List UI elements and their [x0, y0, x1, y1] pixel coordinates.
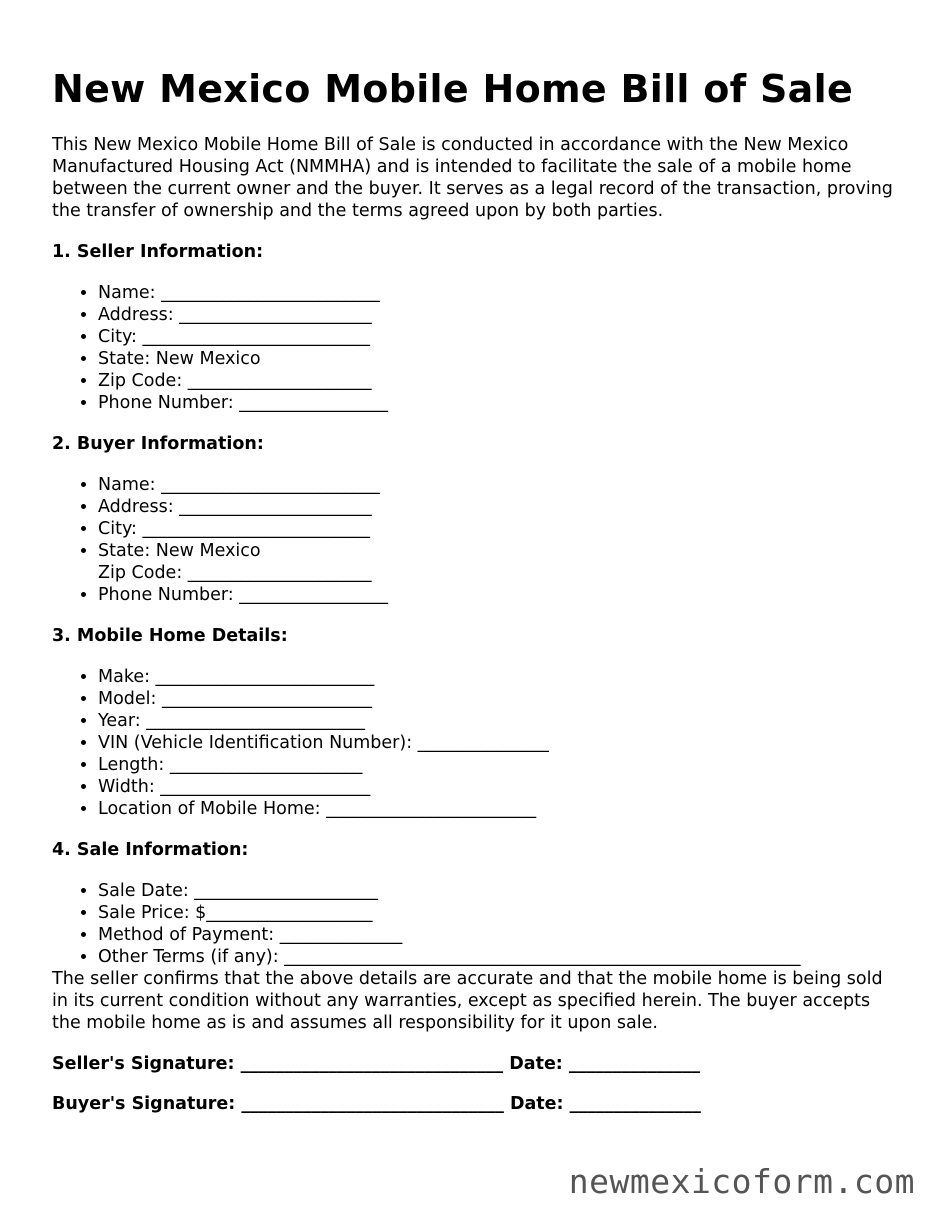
document-page [52, 66, 902, 1115]
buyer-name-field[interactable]: • Name: _________________________ [98, 474, 902, 496]
seller-signature-line[interactable]: Seller's Signature: ______________________________ Date: _______________ [52, 1054, 701, 1074]
seller-address-field[interactable]: • Address: ______________________ [98, 304, 902, 326]
intro-paragraph: This New Mexico Mobile Home Bill of Sale is conducted in accordance with the New Mexico Manufactured Housing Act (NMMHA) and is intended to facilitate the sale of a mobile home between the current owner and the buyer. It serves as a legal record of the transaction, proving the transfer of ownership and the terms agreed upon by both parties. [52, 135, 893, 221]
home-model-field[interactable]: • Model: ________________________ [98, 688, 902, 710]
home-details-list [52, 666, 902, 820]
seller-heading: 1. Seller Information: [52, 242, 264, 262]
page-title: New Mexico Mobile Home Bill of Sale [52, 67, 854, 111]
site-watermark: newmexicoform.com [568, 1162, 915, 1201]
seller-state-field: • State: New Mexico [98, 348, 902, 370]
buyer-list [52, 474, 902, 606]
sale-price-field[interactable]: • Sale Price: $___________________ [98, 902, 902, 924]
payment-method-field[interactable]: • Method of Payment: ______________ [98, 924, 902, 946]
home-year-field[interactable]: • Year: _________________________ [98, 710, 902, 732]
home-vin-field[interactable]: • VIN (Vehicle Identification Number): _______________ [98, 732, 902, 754]
buyer-signature-line[interactable]: Buyer's Signature: ______________________________ Date: _______________ [52, 1094, 701, 1114]
seller-city-field[interactable]: • City: __________________________ [98, 326, 902, 348]
buyer-city-field[interactable]: • City: __________________________ [98, 518, 902, 540]
buyer-address-field[interactable]: • Address: ______________________ [98, 496, 902, 518]
other-terms-field[interactable]: • Other Terms (if any): ___________________________________________________________ [98, 946, 902, 968]
buyer-state-field: • State: New Mexico [98, 540, 902, 562]
closing-paragraph: The seller confirms that the above details are accurate and that the mobile home is being sold in its current condition without any warranties, except as specified herein. The buyer accepts the mobile home as is and assumes all responsibility for it upon sale. [52, 969, 883, 1033]
buyer-phone-field[interactable]: • Phone Number: _________________ [98, 584, 902, 606]
home-location-field[interactable]: • Location of Mobile Home: ________________________ [98, 798, 902, 820]
seller-zip-field[interactable]: • Zip Code: _____________________ [98, 370, 902, 392]
seller-list [52, 282, 902, 414]
home-length-field[interactable]: • Length: ______________________ [98, 754, 902, 776]
sale-info-heading: 4. Sale Information: [52, 840, 249, 860]
buyer-heading: 2. Buyer Information: [52, 434, 264, 454]
sale-date-field[interactable]: • Sale Date: _____________________ [98, 880, 902, 902]
seller-phone-field[interactable]: • Phone Number: _________________ [98, 392, 902, 414]
sale-info-list [52, 880, 902, 968]
seller-name-field[interactable]: • Name: _________________________ [98, 282, 902, 304]
home-make-field[interactable]: • Make: _________________________ [98, 666, 902, 688]
buyer-zip-field[interactable]: Zip Code: _____________________ [98, 563, 372, 583]
home-details-heading: 3. Mobile Home Details: [52, 626, 288, 646]
home-width-field[interactable]: • Width: ________________________ [98, 776, 902, 798]
